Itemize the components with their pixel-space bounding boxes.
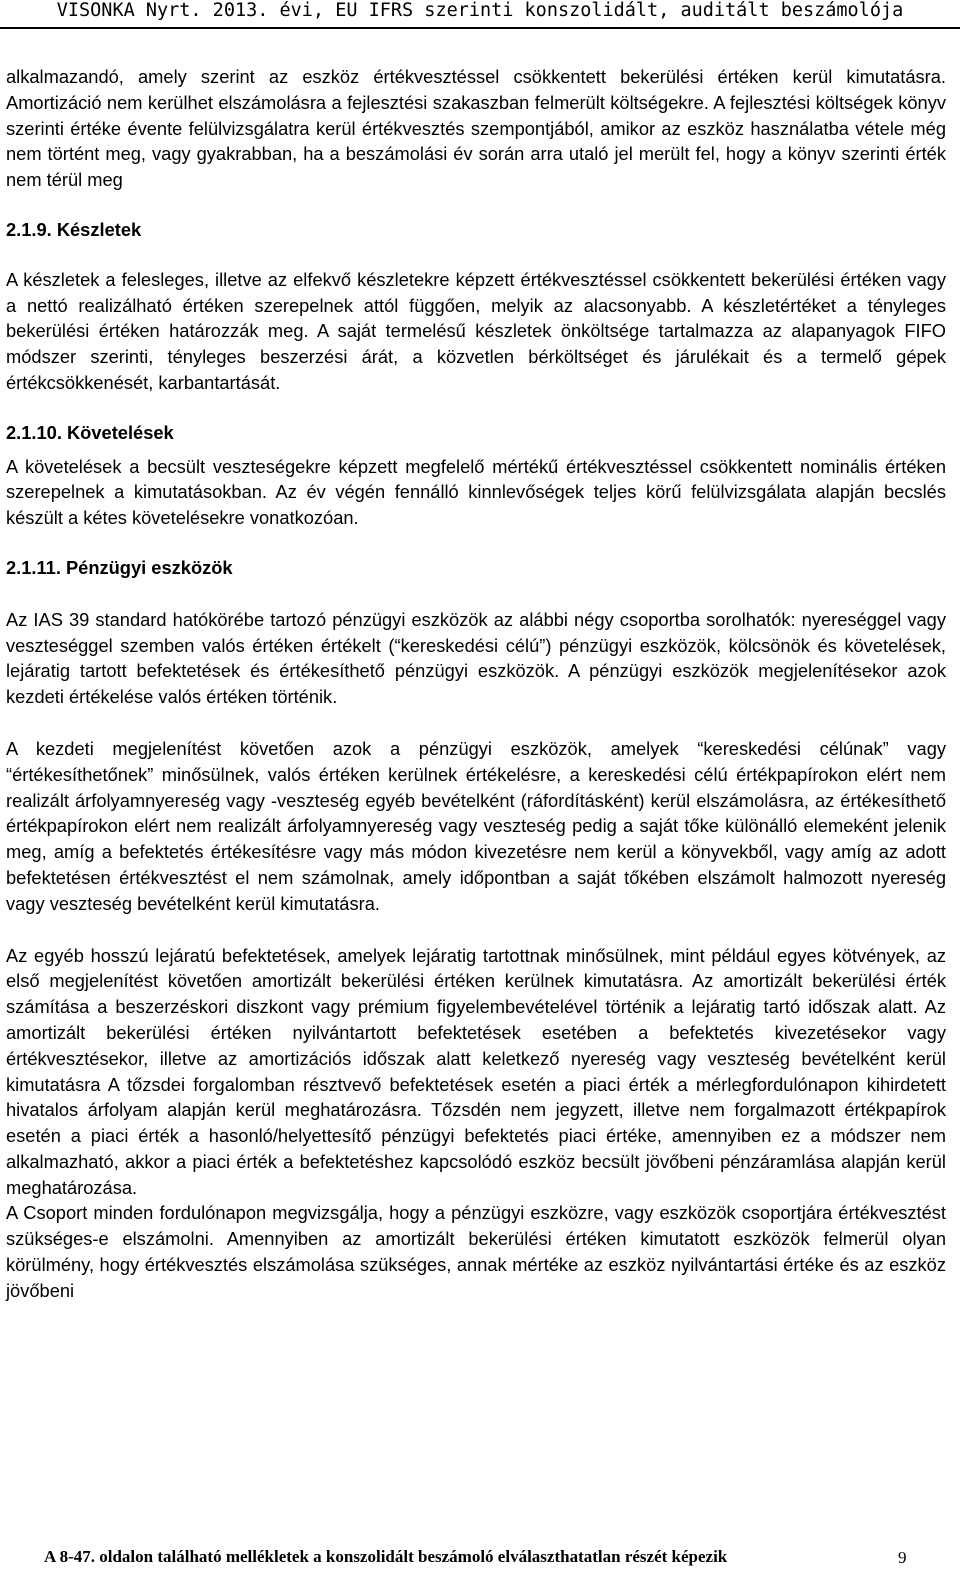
penzugyi-eszkozok-paragraph-1: Az IAS 39 standard hatókörébe tartozó pénzügyi eszközök az alábbi négy csoportba sorolhatók: nyereséggel vagy veszteséggel szemben valós értéken értékelt (“kereskedési célú”) pénzügyi eszközök, kölcsönök és követelések, lejáratig tartott befektetések és értékesíthető pénzügyi eszközök. A pénzügyi eszközök megjelenítésekor azok kezdeti értékelése valós értéken történik. bbox=[6, 608, 946, 708]
spacer bbox=[6, 193, 946, 217]
page-header: VISONKA Nyrt. 2013. évi, EU IFRS szerinti konszolidált, auditált beszámolója bbox=[56, 0, 904, 21]
spacer bbox=[6, 917, 946, 943]
spacer bbox=[6, 396, 946, 420]
keszletek-paragraph: A készletek a felesleges, illetve az elfekvő készletekre képzett értékvesztéssel csökkentett bekerülési értéken vagy a nettó realizálható értéken szerepelnek attól függően, melyik az alacsonyabb. A készletértéket a tényleges bekerülési értéken határozzák meg. A saját termelésű készletek önköltsége tartalmazza az alapanyagok FIFO módszer szerinti, tényleges beszerzési árát, a közvetlen bérköltséget és járulékait és a termelő gépek értékcsökkenését, karbantartását. bbox=[6, 268, 946, 393]
section-heading-keszletek: 2.1.9. Készletek bbox=[6, 218, 142, 240]
header-divider bbox=[0, 27, 960, 29]
spacer bbox=[6, 531, 946, 555]
section-heading-penzugyi-eszkozok: 2.1.11. Pénzügyi eszközök bbox=[6, 556, 233, 578]
spacer bbox=[6, 243, 946, 267]
penzugyi-eszkozok-paragraph-4: A Csoport minden fordulónapon megvizsgálja, hogy a pénzügyi eszközre, vagy eszközök csoportjára értékvesztést szükséges-e elszámolni. Amennyiben az amortizált bekerülési értéken kimutatott eszközök felmerül olyan körülmény, hogy értékvesztés elszámolása szükséges, annak mértéke az eszköz nyilvántartási értéke és az eszköz jövőbeni bbox=[6, 1202, 946, 1301]
document-body bbox=[6, 64, 946, 1304]
spacer bbox=[6, 581, 946, 607]
spacer bbox=[6, 446, 946, 454]
page-number: 9 bbox=[898, 1548, 907, 1567]
intro-paragraph: alkalmazandó, amely szerint az eszköz értékvesztéssel csökkentett bekerülési értéken kerül kimutatásra. Amortizáció nem kerülhet elszámolásra a fejlesztési szakaszban felmerült költségekre. A fejlesztési költségek könyv szerinti értéke évente felülvizsgálatra kerül értékvesztés szempontjából, amikor az eszköz használatba vétele még nem történt meg, vagy gyakrabban, ha a beszámolási év során arra utaló jel merült fel, hogy a könyv szerinti érték nem térül meg bbox=[6, 66, 946, 191]
spacer bbox=[6, 710, 946, 736]
penzugyi-eszkozok-paragraph-3: Az egyéb hosszú lejáratú befektetések, amelyek lejáratig tartottnak minősülnek, mint például egyes kötvények, az első megjelenítést követően amortizált bekerülési értéken kerülnek kimutatásra. Az amortizált bekerülési érték számítása a beszerzéskori diszkont vagy prémium figyelembevételével történik a lejáratig tartó időszak alatt. Az amortizált bekerülési értéken nyilvántartott befektetések esetében a befektetés kivezetésekor vagy értékvesztésekor, illetve az amortizációs időszak alatt keletkező nyereség vagy veszteség bevételként kerül kimutatásra A tőzsdei forgalomban résztvevő befektetések esetén a piaci érték a mérlegfordulónapon kihirdetett hivatalos árfolyam alapján kerül meghatározásra. Tőzsdén nem jegyzett, illetve nem forgalmazott értékpapírok esetén a piaci érték a hasonló/helyettesítő pénzügyi befektetés piaci értéke, amennyiben ez a módszer nem alkalmazható, akkor a piaci érték a befektetéshez kapcsolódó eszköz becsült jövőbeni pénzáramlása alapján kerül meghatározása. bbox=[6, 944, 946, 1198]
penzugyi-eszkozok-paragraph-2: A kezdeti megjelenítést követően azok a pénzügyi eszközök, amelyek “kereskedési célúnak” vagy “értékesíthetőnek” minősülnek, valós értéken kerülnek értékelésre, a kereskedési célú értékpapírokon elért nem realizált árfolyamnyereség vagy -veszteség egyéb bevételként (ráfordításként) kerül elszámolásra, az értékesíthető értékpapírokon elért nem realizált árfolyamnyereség vagy veszteség pedig a saját tőke különálló elemeként jelenik meg, amíg a befektetés értékesítésre vagy más módon kivezetésre nem kerül a könyvekből, vagy amíg az adott befektetésen értékvesztést el nem számolnak, amely időpontban a saját tőkében elszámolt halmozott nyereség vagy veszteség bevételként kerül kimutatásra. bbox=[6, 737, 946, 914]
page-footer-note: A 8-47. oldalon található mellékletek a konszolidált beszámoló elválaszthatatlan részét képezik bbox=[44, 1547, 728, 1566]
section-heading-kovetelesek: 2.1.10. Követelések bbox=[6, 421, 174, 443]
kovetelesek-paragraph: A követelések a becsült veszteségekre képzett megfelelő mértékű értékvesztéssel csökkentett nominális értéken szerepelnek a kimutatásokban. Az év végén fennálló kinnlevőségek teljes körű felülvizsgálata alapján becslés készült a kétes követelésekre vonatkozóan. bbox=[6, 455, 946, 529]
